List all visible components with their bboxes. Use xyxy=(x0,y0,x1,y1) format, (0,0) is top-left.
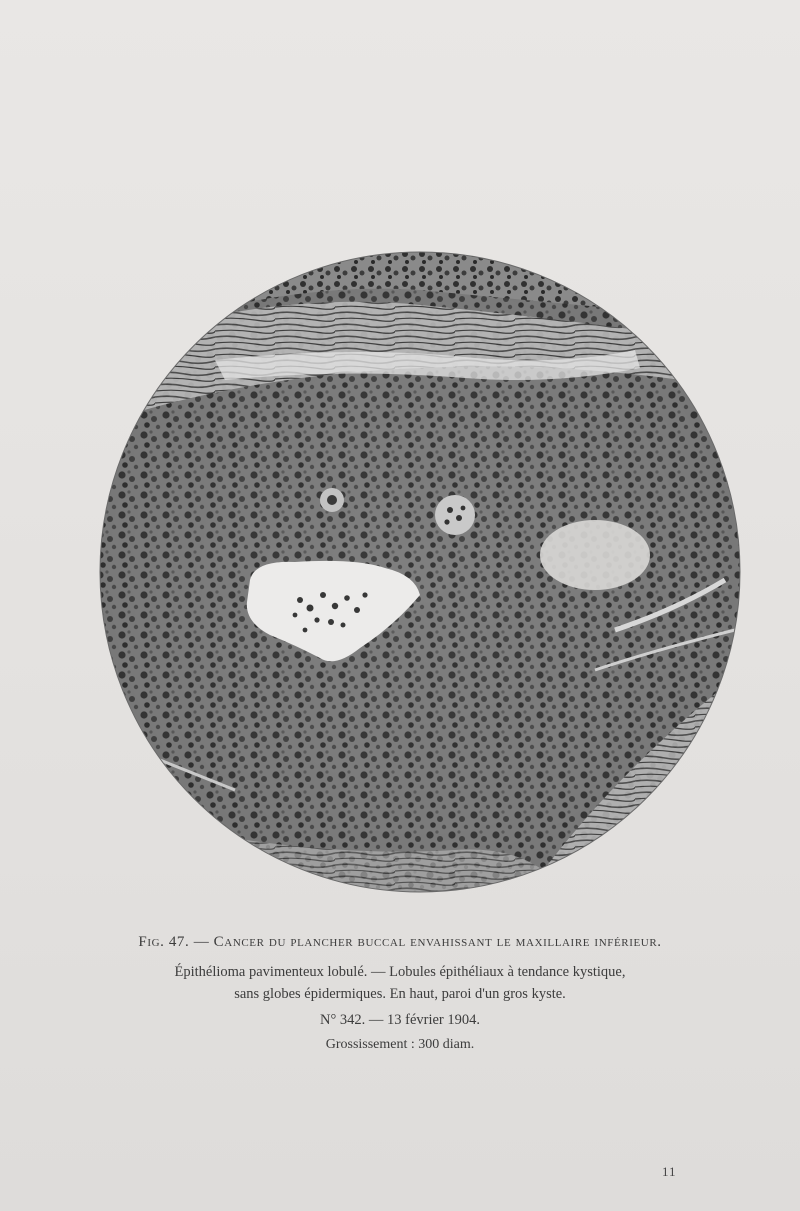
magnification-note: Grossissement : 300 diam. xyxy=(325,1037,475,1052)
figure-title: Fig. 47. — Cancer du plancher buccal envahissant le maxillaire inférieur. xyxy=(138,934,662,950)
figure-description-line-2: sans globes épidermiques. En haut, paroi d'un gros kyste. xyxy=(234,986,566,1002)
page-number: 11 xyxy=(662,1164,677,1179)
micrograph-image xyxy=(95,250,745,895)
specimen-reference: N° 342. — 13 février 1904. xyxy=(319,1012,481,1028)
figure-description-line-1: Épithélioma pavimenteux lobulé. — Lobules épithéliaux à tendance kystique, xyxy=(174,964,626,980)
